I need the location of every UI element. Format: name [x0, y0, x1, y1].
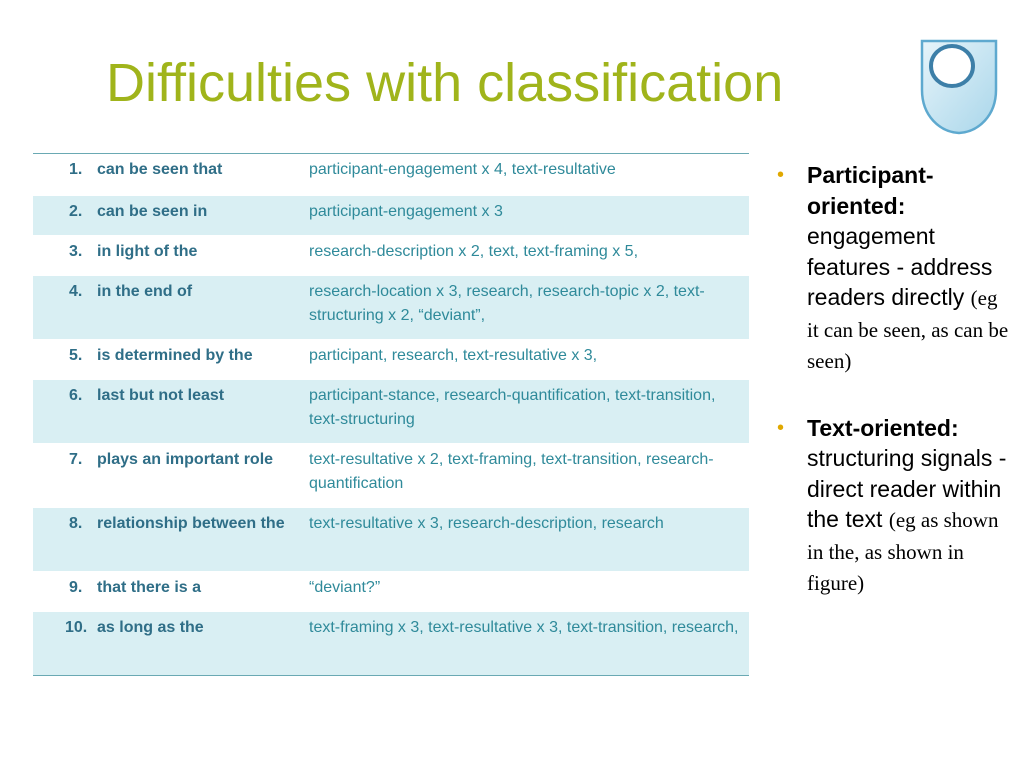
bullet-heading: Participant-oriented: [807, 162, 934, 219]
row-phrase: plays an important role [97, 451, 274, 468]
classification-table [33, 153, 749, 676]
row-categories: text-resultative x 3, research-description, research [309, 515, 664, 532]
row-phrase: in light of the [97, 243, 198, 260]
bullet-heading: Text-oriented: [807, 414, 959, 441]
table-row [33, 507, 749, 571]
row-phrase: can be seen that [97, 161, 223, 178]
bullet-dot-icon: • [777, 416, 785, 439]
row-number: 5. [69, 347, 83, 364]
bullet-body: engagement features - address readers directly [807, 223, 993, 310]
slide-title: Difficulties with classification [106, 53, 784, 113]
bullet-participant-oriented [777, 160, 1009, 377]
bullet-list [777, 160, 1009, 635]
shield-logo-icon [918, 38, 1000, 136]
row-number: 1. [69, 161, 83, 178]
row-number: 2. [69, 203, 83, 220]
row-phrase: last but not least [97, 387, 225, 404]
row-number: 3. [69, 243, 83, 260]
row-categories: text-framing x 3, text-resultative x 3, text-transition, research, [309, 619, 739, 636]
table-row [33, 235, 749, 275]
row-phrase: that there is a [97, 579, 202, 596]
row-categories: research-description x 2, text, text-framing x 5, [309, 243, 639, 260]
row-phrase: as long as the [97, 619, 204, 636]
table-row [33, 275, 749, 339]
row-phrase: in the end of [97, 283, 193, 300]
row-phrase: relationship between the [97, 515, 285, 532]
table-row [33, 339, 749, 379]
row-categories: participant-stance, research-quantification, text-transition, text-structuring [309, 387, 716, 428]
row-number: 7. [69, 451, 83, 468]
row-number: 10. [65, 619, 88, 636]
row-categories: participant-engagement x 3 [309, 203, 503, 220]
row-categories: research-location x 3, research, research-topic x 2, text-structuring x 2, “deviant”, [309, 283, 705, 324]
row-number: 8. [69, 515, 83, 532]
table-row [33, 154, 749, 195]
row-categories: “deviant?” [309, 579, 381, 596]
table-row [33, 611, 749, 675]
table-row [33, 443, 749, 507]
table-row [33, 571, 749, 611]
bullet-example: (eg it can be seen, as can be seen) [807, 286, 1009, 373]
row-categories: text-resultative x 2, text-framing, text-transition, research-quantification [309, 451, 714, 492]
table-row [33, 379, 749, 443]
bullet-body: structuring signals - direct reader within the text [807, 445, 1007, 532]
row-categories: participant, research, text-resultative x 3, [309, 347, 598, 364]
bullet-example: (eg as shown in the, as shown in figure) [807, 508, 999, 595]
row-phrase: is determined by the [97, 347, 253, 364]
table-row [33, 195, 749, 235]
row-categories: participant-engagement x 4, text-resultative [309, 161, 616, 178]
row-number: 6. [69, 387, 83, 404]
row-phrase: can be seen in [97, 203, 208, 220]
row-number: 9. [69, 579, 83, 596]
bullet-dot-icon: • [777, 164, 785, 186]
row-number: 4. [69, 283, 83, 300]
bullet-text-oriented [777, 413, 1009, 599]
